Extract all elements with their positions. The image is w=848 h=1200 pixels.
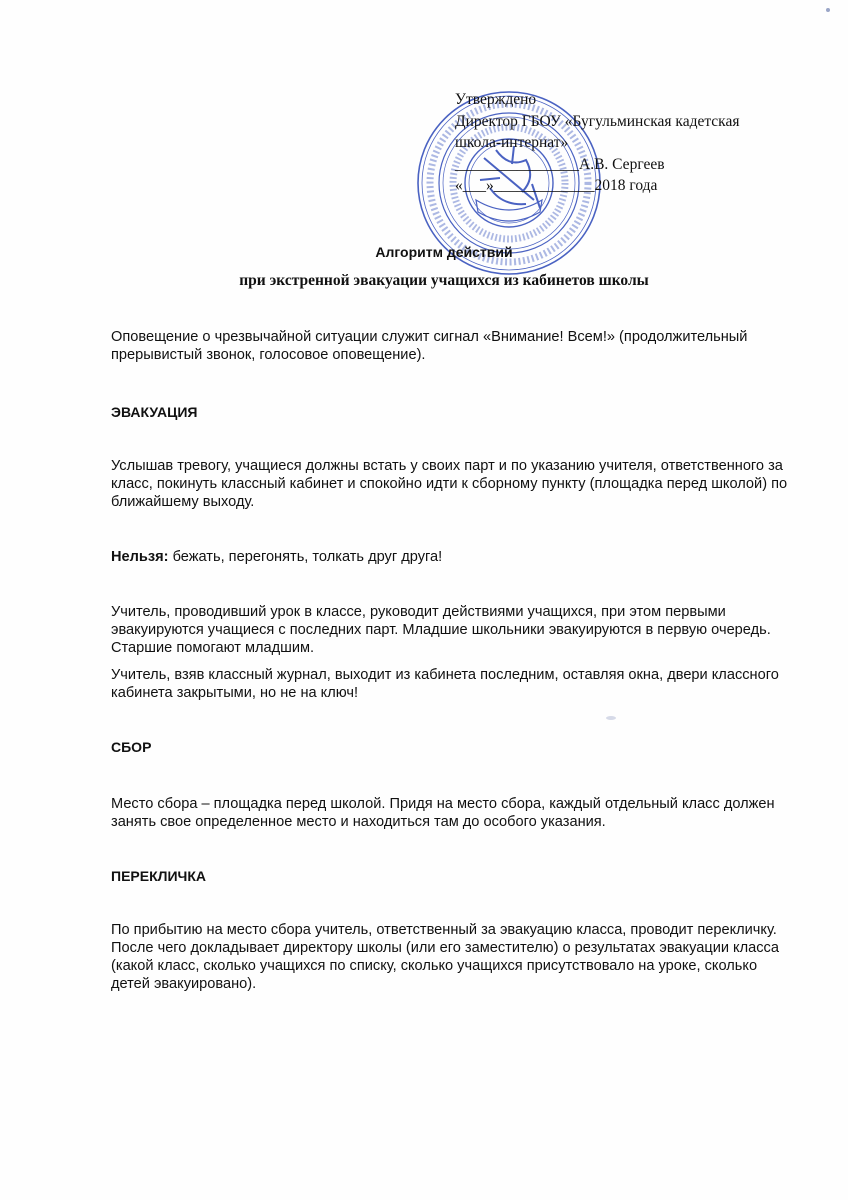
section-heading-evacuation: ЭВАКУАЦИЯ [111, 404, 198, 420]
approval-line: Директор ГБОУ «Бугульминская кадетская [455, 112, 740, 130]
gathering-paragraph: Место сбора – площадка перед школой. Придя на место сбора, каждый отдельный класс должен занять свое определенное место и находиться там до особого указания. [111, 796, 775, 830]
teacher-paragraph: Учитель, проводивший урок в классе, руководит действиями учащихся, при этом первыми эвакуируются учащиеся с последних парт. Младшие школьники эвакуируются в первую очередь. Старшие помогают младшим. [111, 604, 771, 656]
approval-line: школа-интернат» [455, 134, 569, 151]
approval-line: Утверждено [455, 91, 537, 108]
approval-date-line: «___»_____________2018 года [455, 177, 658, 194]
scan-speck [826, 8, 830, 12]
scan-speck [606, 716, 616, 720]
section-heading-rollcall: ПЕРЕКЛИЧКА [111, 868, 206, 884]
rollcall-paragraph: По прибытию на место сбора учитель, ответственный за эвакуацию класса, проводит перекличку. После чего докладывает директору школы (или его заместителю) о результатах эвакуации класса (какой класс, сколько учащихся по списку, сколько учащихся присутствовало на уроке, сколько детей эвакуировано). [111, 922, 779, 992]
intro-paragraph: Оповещение о чрезвычайной ситуации служит сигнал «Внимание! Всем!» (продолжительный прерывистый звонок, голосовое оповещение). [111, 329, 748, 363]
evacuation-paragraph: Услышав тревогу, учащиеся должны встать у своих парт и по указанию учителя, ответственного за класс, покинуть классный кабинет и спокойно идти к сборному пункту (площадка перед школой) по ближайшему выходу. [111, 458, 788, 510]
forbidden-text: бежать, перегонять, толкать друг друга! [168, 549, 443, 565]
forbidden-label: Нельзя: [111, 549, 169, 565]
approval-signature-line: ________________А.В. Сергеев [455, 155, 665, 173]
journal-paragraph: Учитель, взяв классный журнал, выходит из кабинета последним, оставляя окна, двери классного кабинета закрытыми, но не на ключ! [111, 667, 779, 701]
document-subtitle: при экстренной эвакуации учащихся из кабинетов школы [239, 272, 649, 289]
document-title: Алгоритм действий [375, 244, 513, 260]
section-heading-gathering: СБОР [111, 739, 152, 755]
forbidden-paragraph [111, 548, 791, 566]
approval-block [455, 89, 805, 197]
